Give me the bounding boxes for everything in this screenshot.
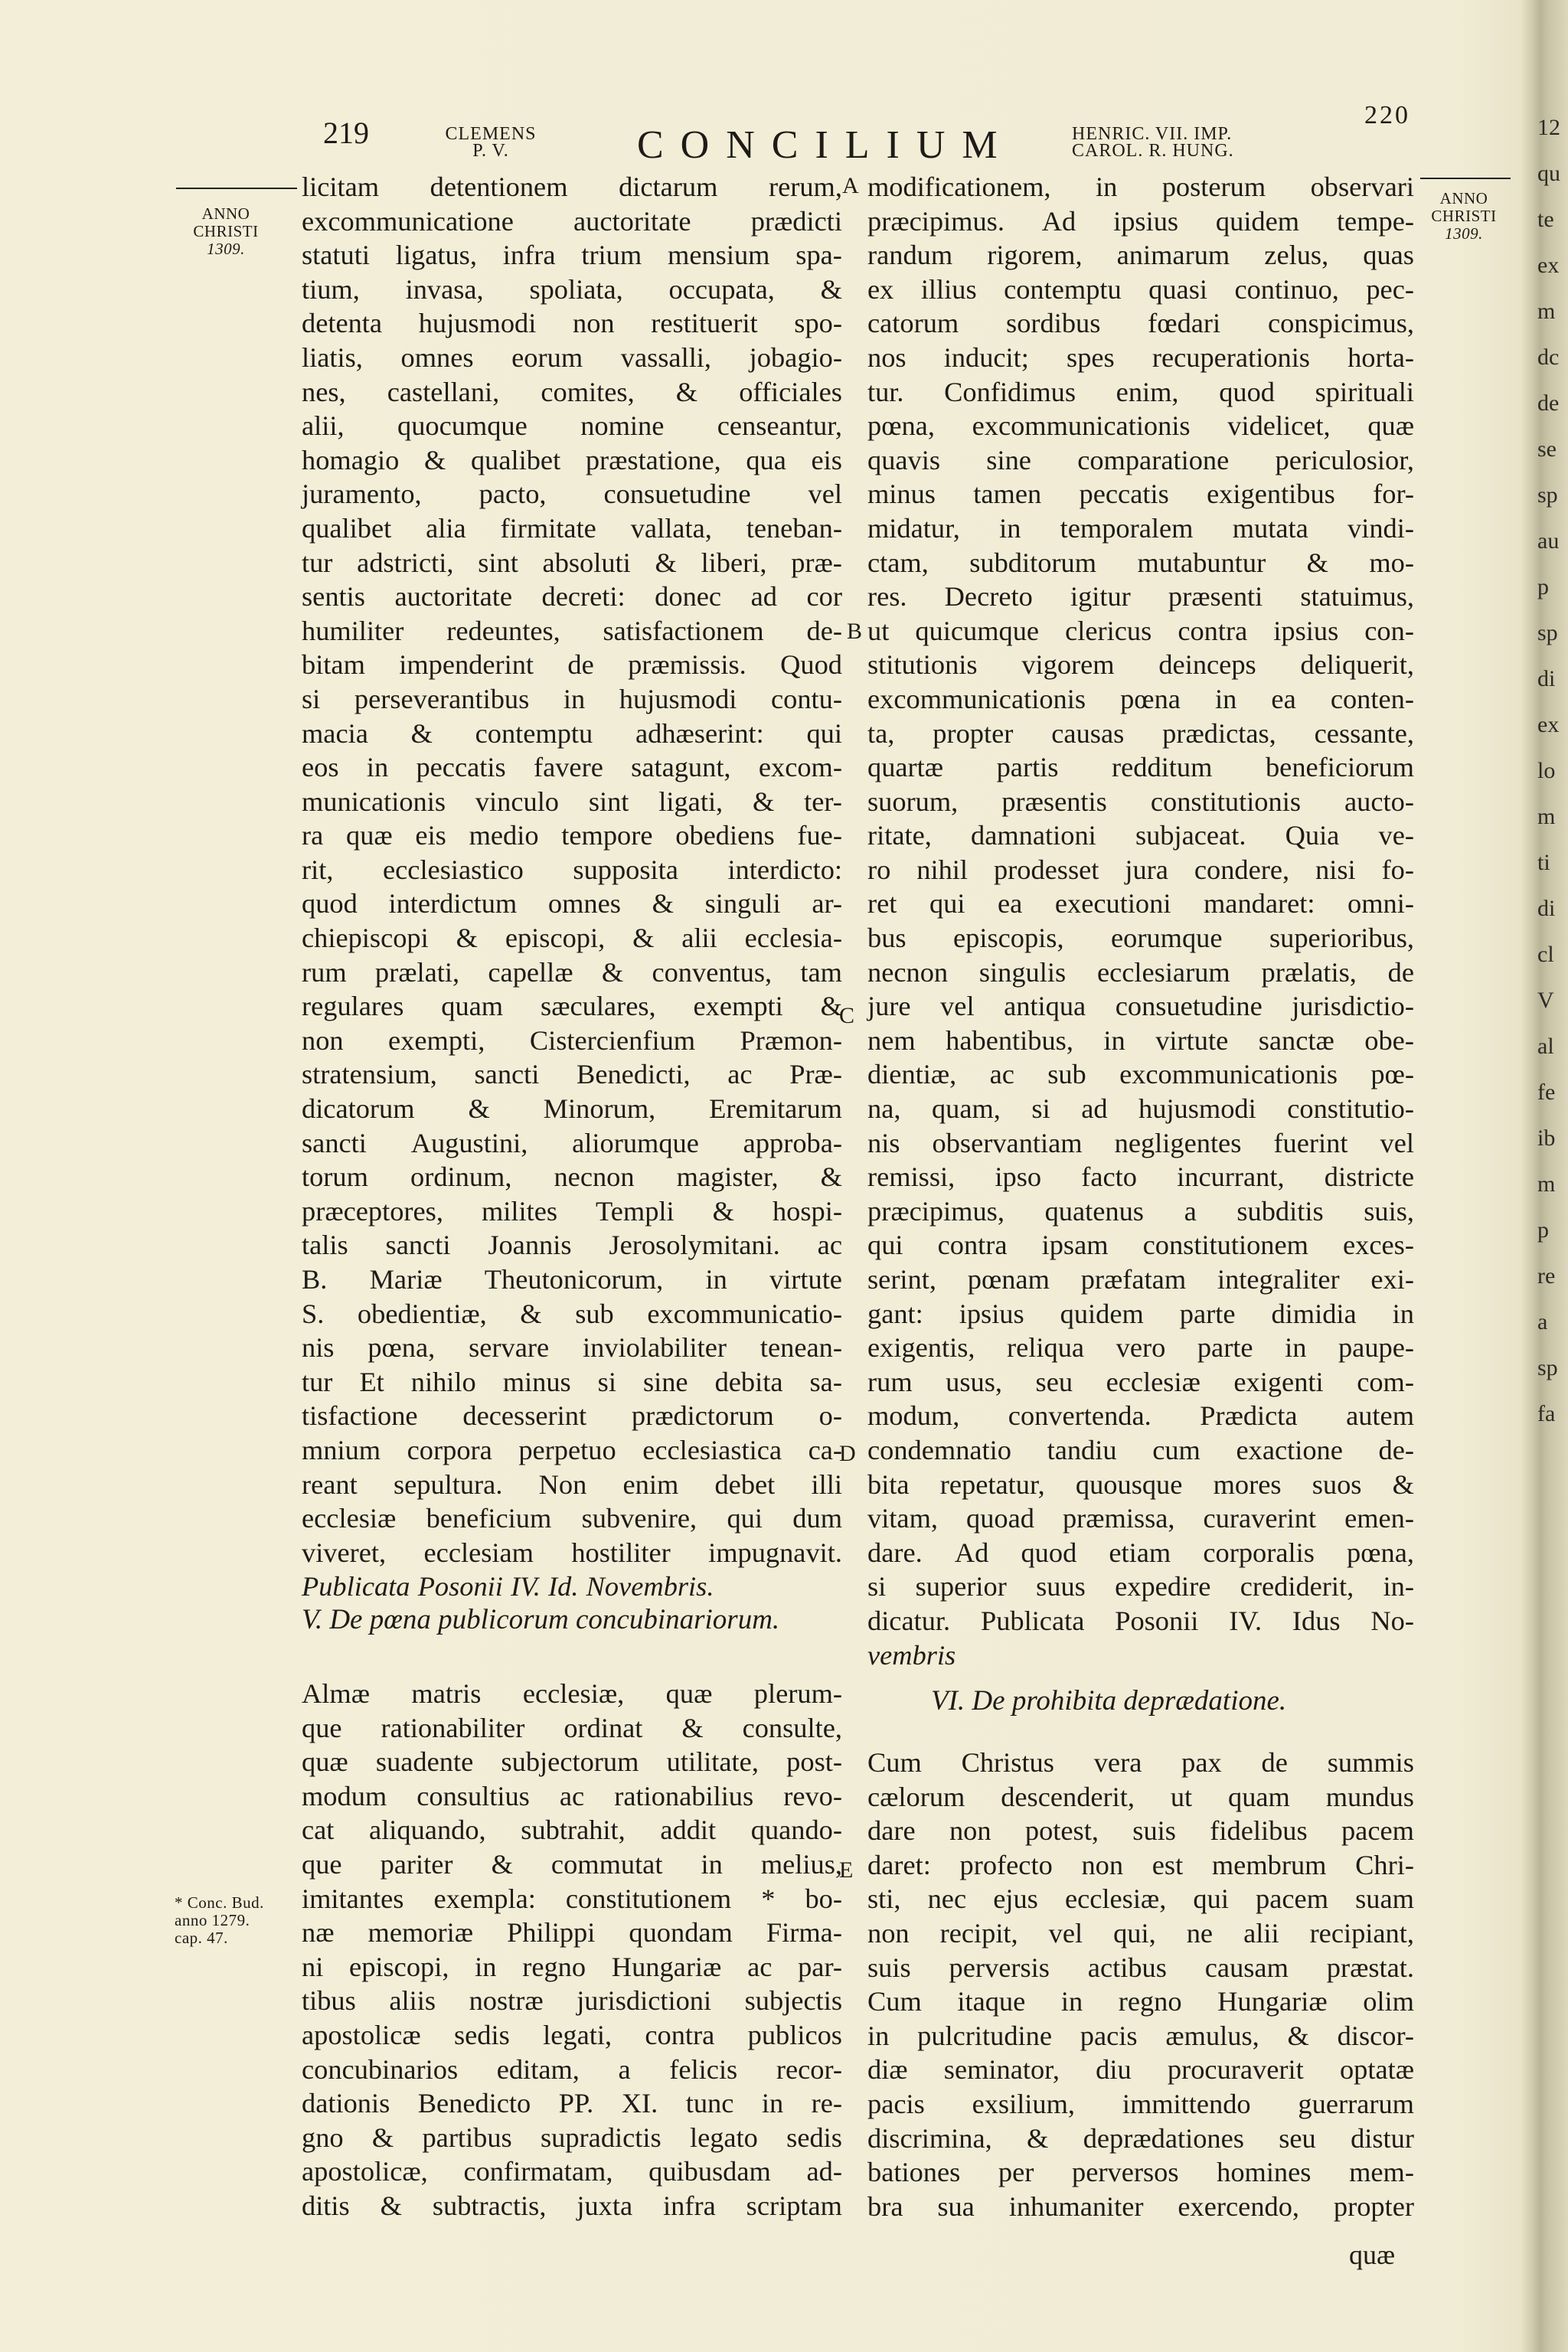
margin-footnote-3: cap. 47. <box>175 1929 228 1947</box>
text-line: Almæ matris ecclesiæ, quæ plerum- <box>302 1678 842 1709</box>
text-line: condemnatio tandiu cum exactione de- <box>867 1434 1414 1465</box>
running-head-left <box>433 126 548 159</box>
text-line: bra sua inhumaniter exercendo, propter <box>867 2190 1414 2222</box>
text-line: talis sancti Joannis Jerosolymitani. ac <box>302 1230 842 1261</box>
text-line: modificationem, in posterum observari <box>867 172 1414 202</box>
text-line: necnon singulis ecclesiarum prælatis, de <box>867 956 1414 988</box>
section-marker-b: B <box>847 619 863 644</box>
text-line: tur Et nihilo minus si sine debita sa- <box>302 1366 842 1397</box>
text-line: bationes per perversos homines mem- <box>867 2157 1414 2188</box>
text-line: viveret, ecclesiam hostiliter impugnavit. <box>302 1537 842 1568</box>
next-page-fragment: 12 <box>1537 115 1560 140</box>
text-line: diæ seminator, diu procuraverit optatæ <box>867 2054 1414 2086</box>
running-head-right <box>1072 126 1286 159</box>
left-margin-rule <box>176 188 297 189</box>
text-line: ditis & subtractis, juxta infra scriptam <box>302 2190 842 2221</box>
next-page-fragment: V <box>1537 988 1554 1013</box>
text-line: apostolicæ sedis legati, contra publicos <box>302 2019 842 2050</box>
next-page-fragment: sp <box>1537 620 1558 645</box>
next-page-fragment: sp <box>1537 482 1558 508</box>
next-page-fragment: au <box>1537 528 1560 554</box>
text-line: apostolicæ, confirmatam, quibusdam ad- <box>302 2156 842 2187</box>
margin-year-left-2: CHRISTI <box>193 222 259 240</box>
text-line: næ memoriæ Philippi quondam Firma- <box>302 1917 842 1949</box>
next-page-edge <box>1534 0 1568 2352</box>
text-line: Cum Christus vera pax de summis <box>867 1747 1414 1778</box>
margin-footnote <box>175 1894 274 1947</box>
text-line: tur adstricti, sint absoluti & liberi, præ- <box>302 547 842 578</box>
next-page-fragment: ex <box>1537 253 1560 278</box>
text-line: midatur, in temporalem mutata vindi- <box>867 512 1414 544</box>
text-line: bus episcopis, eorumque superioribus, <box>867 923 1414 954</box>
text-line: macia & contemptu adhæserint: qui <box>302 717 842 749</box>
margin-year-right-3: 1309. <box>1445 224 1483 243</box>
section-marker-a: A <box>842 173 859 198</box>
text-line: que pariter & commutat in melius, <box>302 1848 842 1880</box>
text-line: nos inducit; spes recuperationis horta- <box>867 341 1414 373</box>
text-line: non recipit, vel qui, ne alii recipiant, <box>867 1917 1414 1949</box>
text-line: remissi, ipso facto incurrant, districte <box>867 1161 1414 1193</box>
next-page-fragment: ib <box>1537 1125 1556 1151</box>
text-line: quavis sine comparatione periculosior, <box>867 444 1414 475</box>
text-line: que rationabiliter ordinat & consulte, <box>302 1712 842 1743</box>
text-line: modum, convertenda. Prædicta autem <box>867 1400 1414 1432</box>
next-page-fragment: a <box>1537 1309 1548 1334</box>
text-line: imitantes exempla: constitutionem * bo- <box>302 1883 842 1914</box>
text-line: ex illius contemptu quasi continuo, pec- <box>867 273 1414 305</box>
text-line: ut quicumque clericus contra ipsius con- <box>867 615 1414 646</box>
text-line: detenta hujusmodi non restituerit spo- <box>302 308 842 339</box>
left-column-top <box>302 170 842 1604</box>
text-line: torum ordinum, necnon magister, & <box>302 1161 842 1193</box>
text-line: ro nihil prodesset jura condere, nisi fo- <box>867 854 1414 885</box>
text-line: tibus aliis nostræ jurisdictioni subjectis <box>302 1985 842 2017</box>
text-line: quartæ partis redditum beneficiorum <box>867 752 1414 783</box>
right-section-heading: VI. De prohibita deprædatione. <box>931 1685 1287 1717</box>
text-line: reant sepultura. Non enim debet illi <box>302 1468 842 1500</box>
text-line: ra quæ eis medio tempore obediens fue- <box>302 820 842 851</box>
next-page-fragment: ti <box>1537 850 1550 875</box>
text-line: dientiæ, ac sub excommunicationis pœ- <box>867 1059 1414 1090</box>
next-page-fragment: m <box>1537 1171 1556 1197</box>
next-page-fragment: te <box>1537 207 1554 232</box>
page-title: CONCILIUM <box>637 123 1014 167</box>
text-line: dare. Ad quod etiam corporalis pœna, <box>867 1537 1414 1568</box>
text-line: licitam detentionem dictarum rerum, <box>302 172 842 202</box>
text-line: catorum sordibus fœdari conspicimus, <box>867 308 1414 339</box>
text-line: dicatorum & Minorum, Eremitarum <box>302 1093 842 1125</box>
next-page-fragment: ex <box>1537 712 1560 737</box>
text-line: rit, ecclesiastico supposita interdicto: <box>302 854 842 885</box>
text-line: homagio & qualibet præstatione, qua eis <box>302 444 842 475</box>
text-line: vitam, quoad præmissa, curaverint emen- <box>867 1503 1414 1534</box>
text-line: chiepiscopi & episcopi, & alii ecclesia- <box>302 923 842 954</box>
text-line: quod interdictum omnes & singuli ar- <box>302 888 842 920</box>
section-marker-c: C <box>839 1003 855 1028</box>
next-page-fragment: di <box>1537 666 1556 691</box>
text-line: rum usus, seu ecclesiæ exigenti com- <box>867 1366 1414 1397</box>
text-line: præceptores, milites Templi & hospi- <box>302 1195 842 1227</box>
text-line: jure vel antiqua consuetudine jurisdictio- <box>867 991 1414 1022</box>
text-line: S. obedientiæ, & sub excommunicatio- <box>302 1298 842 1329</box>
text-line: concubinarios editam, a felicis recor- <box>302 2053 842 2085</box>
section-marker-e: E <box>839 1857 854 1883</box>
next-page-fragment: fe <box>1537 1080 1556 1105</box>
text-line: res. Decreto igitur præsenti statuimus, <box>867 581 1414 612</box>
text-line: gant: ipsius quidem parte dimidia in <box>867 1298 1414 1329</box>
next-page-fragment: al <box>1537 1034 1554 1059</box>
catchword: quæ <box>1349 2239 1396 2270</box>
next-page-fragment: fa <box>1537 1401 1556 1426</box>
text-line: mnium corpora perpetuo ecclesiastica ca- <box>302 1434 842 1465</box>
next-page-fragment: m <box>1537 299 1556 324</box>
text-line: in pulcritudine pacis æmulus, & discor- <box>867 2020 1414 2051</box>
text-line: exigentis, reliqua vero parte in paupe- <box>867 1332 1414 1364</box>
text-line: ni episcopi, in regno Hungariæ ac par- <box>302 1951 842 1982</box>
text-line: na, quam, si ad hujusmodi constitutio- <box>867 1093 1414 1125</box>
margin-year-right <box>1426 190 1502 243</box>
right-margin-rule <box>1420 178 1511 179</box>
next-page-fragment: de <box>1537 390 1560 416</box>
next-page-fragment: qu <box>1537 161 1560 186</box>
margin-year-right-1: ANNO <box>1439 189 1488 207</box>
text-line: qualibet alia firmitate vallata, teneban- <box>302 512 842 544</box>
text-line: tur. Confidimus enim, quod spirituali <box>867 376 1414 407</box>
text-line: randum rigorem, animarum zelus, quas <box>867 240 1414 271</box>
text-line: minus tamen peccatis exigentibus for- <box>867 479 1414 510</box>
text-line: suis perversis actibus causam præstat. <box>867 1952 1414 1983</box>
text-line: præcipimus. Ad ipsius quidem tempe- <box>867 205 1414 237</box>
text-line: stitutionis vigorem deinceps deliquerit, <box>867 649 1414 681</box>
text-line: ctam, subditorum mutabuntur & mo- <box>867 547 1414 578</box>
text-line: sancti Augustini, aliorumque approba- <box>302 1127 842 1158</box>
left-column-bottom <box>302 1677 842 2223</box>
text-line: ecclesiæ beneficium subvenire, qui dum <box>302 1503 842 1534</box>
text-line: excommunicatione auctoritate prædicti <box>302 205 842 237</box>
section-marker-d: D <box>839 1441 856 1466</box>
text-line: nis observantiam negligentes fuerint vel <box>867 1127 1414 1158</box>
text-line: modum consultius ac rationabilius revo- <box>302 1780 842 1811</box>
running-head-left-line-1: CLEMENS <box>445 124 537 144</box>
text-line: tisfactione decesserint prædictorum o- <box>302 1400 842 1432</box>
text-line: si superior suus expedire crediderit, in- <box>867 1571 1414 1602</box>
text-line: serint, pœnam præfatam integraliter exi- <box>867 1264 1414 1295</box>
text-line: qui contra ipsam constitutionem exces- <box>867 1230 1414 1261</box>
text-line: nis pœna, servare inviolabiliter tenean- <box>302 1332 842 1364</box>
text-line: dare non potest, suis fidelibus pacem <box>867 1815 1414 1847</box>
text-line: liatis, omnes eorum vassalli, jobagio- <box>302 341 842 373</box>
text-line: sti, nec ejus ecclesiæ, qui pacem suam <box>867 1883 1414 1915</box>
next-page-fragment: lo <box>1537 758 1556 783</box>
text-line: quæ suadente subjectorum utilitate, post- <box>302 1746 842 1778</box>
text-line: dationis Benedicto PP. XI. tunc in re- <box>302 2088 842 2119</box>
margin-year-left <box>191 205 260 258</box>
page-number-right: 220 <box>1364 101 1410 129</box>
text-line: alii, quocumque nomine censeantur, <box>302 410 842 442</box>
margin-footnote-2: anno 1279. <box>175 1911 250 1929</box>
text-line: cælorum descenderit, ut quam mundus <box>867 1781 1414 1812</box>
right-column-top <box>867 170 1414 1672</box>
text-line: si perseverantibus in hujusmodi contu- <box>302 683 842 714</box>
text-line: pœna, excommunicationis videlicet, quæ <box>867 410 1414 442</box>
text-line: Publicata Posonii IV. Id. Novembris. <box>302 1571 714 1602</box>
text-line: juramento, pacto, consuetudine vel <box>302 479 842 510</box>
text-line: regulares quam sæculares, exempti & <box>302 991 842 1022</box>
left-section-heading: V. De pœna publicorum concubinariorum. <box>302 1604 780 1635</box>
next-page-fragment: cl <box>1537 942 1554 967</box>
text-line: municationis vinculo sint ligati, & ter- <box>302 786 842 817</box>
next-page-fragment: p <box>1537 574 1549 599</box>
text-line: eos in peccatis favere satagunt, excom- <box>302 752 842 783</box>
text-line: stratensium, sancti Benedicti, ac Præ- <box>302 1059 842 1090</box>
text-line: B. Mariæ Theutonicorum, in virtute <box>302 1264 842 1295</box>
next-page-fragment: dc <box>1537 345 1560 370</box>
margin-footnote-1: * Conc. Bud. <box>175 1893 264 1912</box>
text-line: bita repetatur, quousque mores suos & <box>867 1468 1414 1500</box>
text-line: non exempti, Cistercienfium Præmon- <box>302 1024 842 1056</box>
page-number-left: 219 <box>323 116 369 150</box>
text-line: tium, invasa, spoliata, occupata, & <box>302 273 842 305</box>
text-line: ta, propter causas prædictas, cessante, <box>867 717 1414 749</box>
right-column-bottom <box>867 1746 1414 2223</box>
next-page-fragment: di <box>1537 896 1556 921</box>
text-line: gno & partibus supradictis legato sedis <box>302 2122 842 2153</box>
text-line: sentis auctoritate decreti: donec ad cor <box>302 581 842 612</box>
text-line: vembris <box>867 1639 956 1671</box>
margin-year-left-1: ANNO <box>201 204 250 223</box>
text-line: dicatur. Publicata Posonii IV. Idus No- <box>867 1605 1414 1636</box>
text-line: humiliter redeuntes, satisfactionem de- <box>302 615 842 646</box>
running-head-right-line-2: CAROL. R. HUNG. <box>1072 141 1234 161</box>
margin-year-left-3: 1309. <box>207 240 245 258</box>
text-line: ritate, damnationi subjaceat. Quia ve- <box>867 820 1414 851</box>
running-head-right-line-1: HENRIC. VII. IMP. <box>1072 124 1233 144</box>
text-line: excommunicationis pœna in ea conten- <box>867 683 1414 714</box>
text-line: discrimina, & deprædationes seu distur <box>867 2122 1414 2154</box>
text-line: ret qui ea executioni mandaret: omni- <box>867 888 1414 920</box>
text-line: nem habentibus, in virtute sanctæ obe- <box>867 1024 1414 1056</box>
text-line: cat aliquando, subtrahit, addit quando- <box>302 1815 842 1846</box>
next-page-fragment: p <box>1537 1217 1549 1243</box>
text-line: suorum, præsentis constitutionis aucto- <box>867 786 1414 817</box>
text-line: statuti ligatus, infra trium mensium spa- <box>302 240 842 271</box>
text-line: Cum itaque in regno Hungariæ olim <box>867 1986 1414 2017</box>
next-page-fragment: re <box>1537 1263 1556 1289</box>
text-line: rum prælati, capellæ & conventus, tam <box>302 956 842 988</box>
next-page-fragment: sp <box>1537 1355 1558 1380</box>
text-line: nes, castellani, comites, & officiales <box>302 376 842 407</box>
text-line: pacis exsilium, immittendo guerrarum <box>867 2088 1414 2119</box>
margin-year-right-2: CHRISTI <box>1431 207 1497 225</box>
next-page-fragment: se <box>1537 436 1557 462</box>
next-page-fragment: m <box>1537 804 1556 829</box>
text-line: bitam impenderint de præmissis. Quod <box>302 649 842 681</box>
running-head-left-line-2: P. V. <box>472 141 509 161</box>
text-line: præcipimus, quatenus a subditis suis, <box>867 1195 1414 1227</box>
text-line: daret: profecto non est membrum Chri- <box>867 1849 1414 1880</box>
